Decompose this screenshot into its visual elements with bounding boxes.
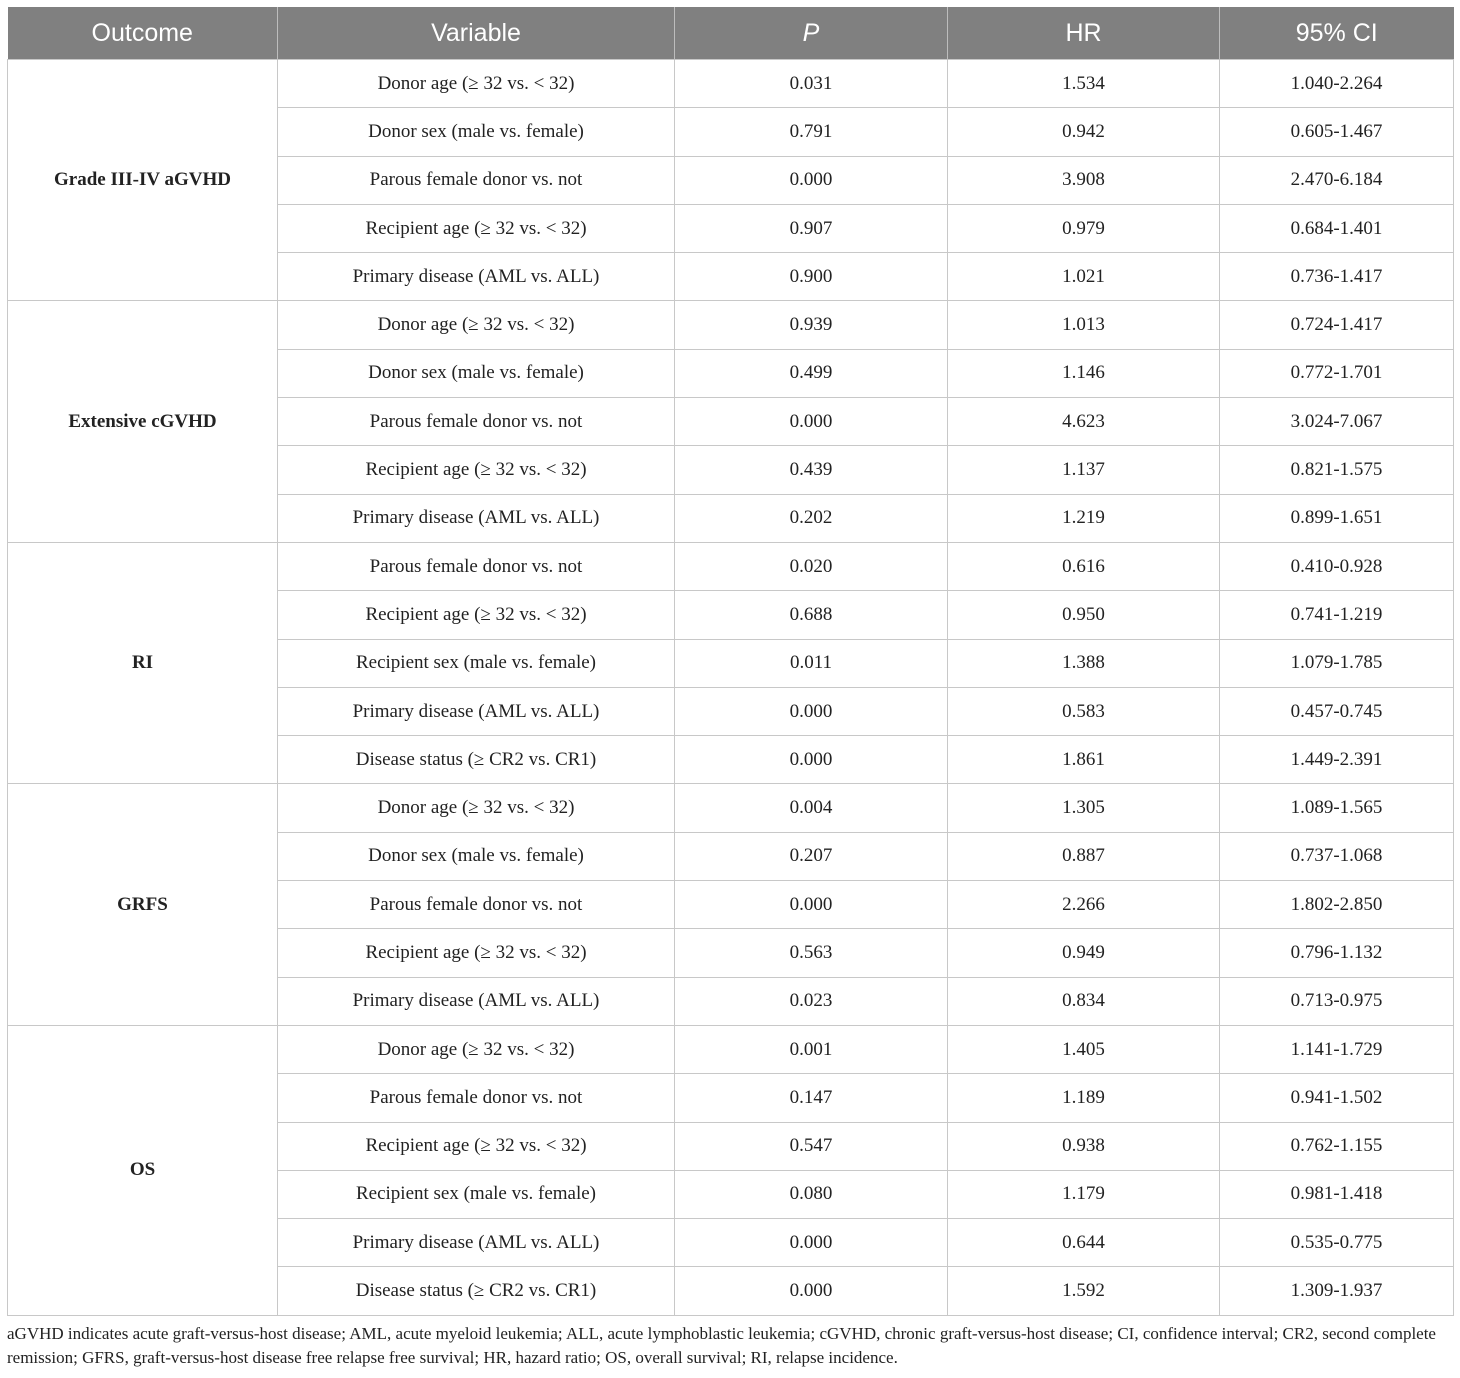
ci-cell: 0.899-1.651 <box>1220 494 1454 542</box>
variable-cell: Recipient sex (male vs. female) <box>278 1170 675 1218</box>
table-row <box>8 301 1454 349</box>
ci-cell: 0.941-1.502 <box>1220 1074 1454 1122</box>
ci-cell: 1.802-2.850 <box>1220 881 1454 929</box>
p-value-cell: 0.000 <box>675 881 948 929</box>
header-outcome: Outcome <box>8 7 278 60</box>
table-row <box>8 1025 1454 1073</box>
p-value-cell: 0.011 <box>675 639 948 687</box>
header-variable: Variable <box>278 7 675 60</box>
hr-cell: 0.834 <box>948 977 1220 1025</box>
p-value-cell: 0.900 <box>675 253 948 301</box>
outcome-cell: Extensive cGVHD <box>8 301 278 542</box>
variable-cell: Parous female donor vs. not <box>278 398 675 446</box>
hr-cell: 0.887 <box>948 832 1220 880</box>
ci-cell: 0.772-1.701 <box>1220 349 1454 397</box>
variable-cell: Recipient age (≥ 32 vs. < 32) <box>278 929 675 977</box>
p-value-cell: 0.147 <box>675 1074 948 1122</box>
variable-cell: Recipient age (≥ 32 vs. < 32) <box>278 204 675 252</box>
ci-cell: 1.040-2.264 <box>1220 60 1454 108</box>
p-value-cell: 0.202 <box>675 494 948 542</box>
hr-cell: 0.979 <box>948 204 1220 252</box>
table-footnote: aGVHD indicates acute graft-versus-host disease; AML, acute myeloid leukemia; ALL, acute lymphoblastic leukemia; cGVHD, chronic graft-versus-host disease; CI, confidence interval; CR2, second complete remission; GFRS, graft-versus-host disease free relapse free survival; HR, hazard ratio; OS, overall survival; RI, relapse incidence. <box>7 1324 1436 1367</box>
ci-cell: 1.089-1.565 <box>1220 784 1454 832</box>
variable-cell: Parous female donor vs. not <box>278 881 675 929</box>
ci-cell: 0.713-0.975 <box>1220 977 1454 1025</box>
outcome-cell: Grade III-IV aGVHD <box>8 60 278 301</box>
table-row <box>8 542 1454 590</box>
p-value-cell: 0.080 <box>675 1170 948 1218</box>
p-value-cell: 0.439 <box>675 446 948 494</box>
table-body <box>8 60 1454 1316</box>
outcome-cell: OS <box>8 1025 278 1315</box>
variable-cell: Parous female donor vs. not <box>278 1074 675 1122</box>
hr-cell: 3.908 <box>948 156 1220 204</box>
ci-cell: 0.684-1.401 <box>1220 204 1454 252</box>
header-row <box>8 7 1454 60</box>
hr-cell: 1.405 <box>948 1025 1220 1073</box>
outcome-cell: GRFS <box>8 784 278 1025</box>
header-p-value: P <box>675 7 948 60</box>
hr-cell: 1.189 <box>948 1074 1220 1122</box>
hr-cell: 1.146 <box>948 349 1220 397</box>
p-value-cell: 0.001 <box>675 1025 948 1073</box>
p-value-cell: 0.000 <box>675 398 948 446</box>
variable-cell: Parous female donor vs. not <box>278 542 675 590</box>
outcome-cell: RI <box>8 542 278 783</box>
header-hr: HR <box>948 7 1220 60</box>
hr-cell: 1.179 <box>948 1170 1220 1218</box>
p-value-cell: 0.791 <box>675 108 948 156</box>
hr-cell: 1.021 <box>948 253 1220 301</box>
ci-cell: 2.470-6.184 <box>1220 156 1454 204</box>
p-value-cell: 0.547 <box>675 1122 948 1170</box>
hr-cell: 1.592 <box>948 1267 1220 1315</box>
ci-cell: 0.762-1.155 <box>1220 1122 1454 1170</box>
hr-cell: 1.861 <box>948 736 1220 784</box>
variable-cell: Recipient age (≥ 32 vs. < 32) <box>278 446 675 494</box>
table-row <box>8 60 1454 108</box>
ci-cell: 1.309-1.937 <box>1220 1267 1454 1315</box>
p-value-cell: 0.000 <box>675 736 948 784</box>
ci-cell: 0.410-0.928 <box>1220 542 1454 590</box>
variable-cell: Primary disease (AML vs. ALL) <box>278 977 675 1025</box>
variable-cell: Recipient sex (male vs. female) <box>278 639 675 687</box>
p-value-cell: 0.907 <box>675 204 948 252</box>
variable-cell: Primary disease (AML vs. ALL) <box>278 687 675 735</box>
p-value-cell: 0.688 <box>675 591 948 639</box>
ci-cell: 3.024-7.067 <box>1220 398 1454 446</box>
ci-cell: 0.736-1.417 <box>1220 253 1454 301</box>
variable-cell: Recipient age (≥ 32 vs. < 32) <box>278 1122 675 1170</box>
ci-cell: 0.605-1.467 <box>1220 108 1454 156</box>
variable-cell: Disease status (≥ CR2 vs. CR1) <box>278 1267 675 1315</box>
variable-cell: Primary disease (AML vs. ALL) <box>278 494 675 542</box>
ci-cell: 0.821-1.575 <box>1220 446 1454 494</box>
ci-cell: 0.535-0.775 <box>1220 1219 1454 1267</box>
hr-cell: 1.013 <box>948 301 1220 349</box>
variable-cell: Parous female donor vs. not <box>278 156 675 204</box>
p-value-cell: 0.207 <box>675 832 948 880</box>
hr-cell: 0.938 <box>948 1122 1220 1170</box>
p-value-cell: 0.000 <box>675 687 948 735</box>
p-value-cell: 0.004 <box>675 784 948 832</box>
variable-cell: Disease status (≥ CR2 vs. CR1) <box>278 736 675 784</box>
variable-cell: Donor age (≥ 32 vs. < 32) <box>278 784 675 832</box>
p-value-cell: 0.031 <box>675 60 948 108</box>
p-value-cell: 0.000 <box>675 1267 948 1315</box>
hr-cell: 1.534 <box>948 60 1220 108</box>
p-value-cell: 0.000 <box>675 156 948 204</box>
ci-cell: 0.796-1.132 <box>1220 929 1454 977</box>
hr-cell: 0.950 <box>948 591 1220 639</box>
ci-cell: 0.457-0.745 <box>1220 687 1454 735</box>
ci-cell: 0.724-1.417 <box>1220 301 1454 349</box>
variable-cell: Primary disease (AML vs. ALL) <box>278 253 675 301</box>
hr-cell: 0.616 <box>948 542 1220 590</box>
variable-cell: Donor age (≥ 32 vs. < 32) <box>278 301 675 349</box>
hr-cell: 1.219 <box>948 494 1220 542</box>
ci-cell: 0.741-1.219 <box>1220 591 1454 639</box>
p-value-cell: 0.023 <box>675 977 948 1025</box>
variable-cell: Donor sex (male vs. female) <box>278 349 675 397</box>
p-value-cell: 0.000 <box>675 1219 948 1267</box>
table-row <box>8 784 1454 832</box>
p-value-cell: 0.563 <box>675 929 948 977</box>
variable-cell: Donor age (≥ 32 vs. < 32) <box>278 60 675 108</box>
p-value-cell: 0.939 <box>675 301 948 349</box>
variable-cell: Donor sex (male vs. female) <box>278 832 675 880</box>
ci-cell: 1.079-1.785 <box>1220 639 1454 687</box>
p-value-cell: 0.020 <box>675 542 948 590</box>
hr-cell: 1.305 <box>948 784 1220 832</box>
header-ci: 95% CI <box>1220 7 1454 60</box>
ci-cell: 1.141-1.729 <box>1220 1025 1454 1073</box>
hr-cell: 1.137 <box>948 446 1220 494</box>
variable-cell: Donor sex (male vs. female) <box>278 108 675 156</box>
results-table <box>7 7 1454 1316</box>
hr-cell: 1.388 <box>948 639 1220 687</box>
hr-cell: 0.583 <box>948 687 1220 735</box>
hr-cell: 4.623 <box>948 398 1220 446</box>
ci-cell: 0.737-1.068 <box>1220 832 1454 880</box>
variable-cell: Donor age (≥ 32 vs. < 32) <box>278 1025 675 1073</box>
ci-cell: 0.981-1.418 <box>1220 1170 1454 1218</box>
ci-cell: 1.449-2.391 <box>1220 736 1454 784</box>
hr-cell: 0.949 <box>948 929 1220 977</box>
hr-cell: 0.942 <box>948 108 1220 156</box>
hr-cell: 2.266 <box>948 881 1220 929</box>
p-value-cell: 0.499 <box>675 349 948 397</box>
variable-cell: Recipient age (≥ 32 vs. < 32) <box>278 591 675 639</box>
variable-cell: Primary disease (AML vs. ALL) <box>278 1219 675 1267</box>
hr-cell: 0.644 <box>948 1219 1220 1267</box>
